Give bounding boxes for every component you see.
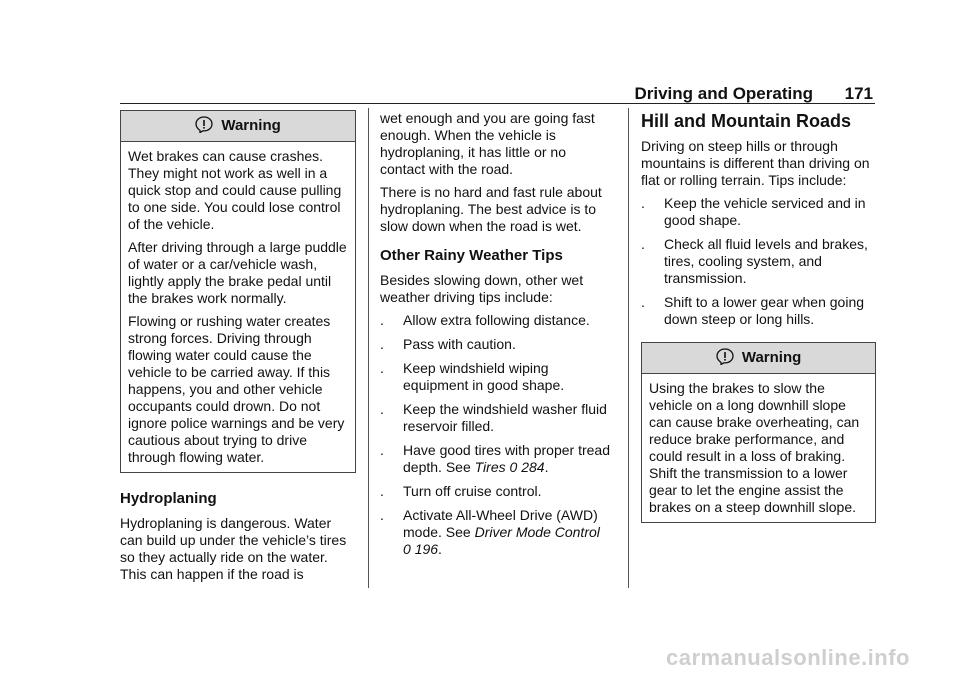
list-item-text: Keep the vehicle serviced and in good shape. <box>664 195 866 228</box>
list-item-text: Activate All-Wheel Drive (AWD) mode. See <box>403 507 598 540</box>
downhill-warning-box <box>641 342 876 523</box>
sentence-end: . <box>438 541 442 557</box>
list-item-text: Keep the windshield washer fluid reservoir filled. <box>403 401 607 434</box>
bullet: . <box>380 507 384 523</box>
list-item <box>380 401 615 435</box>
list-item <box>380 312 615 329</box>
page-number: 171 <box>844 84 873 103</box>
column-2 <box>380 110 615 565</box>
warning-paragraph: After driving through a large puddle of water or a car/vehicle wash, lightly apply the brake pedal until the brakes work normally. <box>128 239 347 306</box>
warning-icon <box>716 348 734 365</box>
reference-page[interactable]: 284 <box>521 459 545 475</box>
list-item <box>641 195 876 229</box>
warning-icon <box>195 116 213 133</box>
rainy-tips-list <box>380 312 615 558</box>
list-item <box>380 360 615 394</box>
header-divider <box>120 103 875 104</box>
column-3 <box>641 110 876 523</box>
hydroplaning-advice: There is no hard and fast rule about hydroplaning. The best advice is to slow down when the road is wet. <box>380 184 602 234</box>
page-ref-glyph: 0 <box>509 459 518 475</box>
column-1 <box>120 110 356 589</box>
rainy-tips-heading: Other Rainy Weather Tips <box>380 247 563 264</box>
bullet: . <box>641 195 645 211</box>
bullet: . <box>380 442 384 458</box>
list-item-text: Have good tires with proper tread depth. See <box>403 442 610 475</box>
warning-paragraph: Using the brakes to slow the vehicle on a long downhill slope can cause brake overheating, can reduce brake performance, and could result in a loss of braking. Shift the transmission to a lower gear to let the engine assist the brakes on a steep downhill slope. <box>649 380 860 515</box>
warning-paragraph: Flowing or rushing water creates strong forces. Driving through flowing water could cause the vehicle to be carried away. If this happens, you and other vehicle occupants could drown. Do not ignore police warnings and be very cautious about trying to drive through flowing water. <box>128 313 345 465</box>
warning-body <box>642 374 875 522</box>
list-item-text: Pass with caution. <box>403 336 516 352</box>
column-divider <box>628 108 629 588</box>
page-header <box>120 84 875 102</box>
hill-mountain-intro: Driving on steep hills or through mountains is different than driving on flat or rolling terrain. Tips include: <box>641 138 870 188</box>
list-item-text: Shift to a lower gear when going down steep or long hills. <box>664 294 865 327</box>
column-divider <box>368 108 369 588</box>
hydroplaning-heading: Hydroplaning <box>120 490 217 507</box>
hydroplaning-text: Hydroplaning is dangerous. Water can build up under the vehicle’s tires so they actually ride on the water. This can happen if the road is <box>120 515 347 582</box>
warning-title: Warning <box>741 349 802 366</box>
sentence-end: . <box>544 459 549 475</box>
warning-header <box>642 343 875 374</box>
warning-title: Warning <box>221 117 281 134</box>
bullet: . <box>380 401 384 417</box>
bullet: . <box>641 236 645 252</box>
list-item-text: Turn off cruise control. <box>403 483 542 499</box>
bullet: . <box>380 336 384 352</box>
reference-page[interactable]: 196 <box>414 541 439 557</box>
list-item <box>380 483 615 500</box>
list-item-text: Check all fluid levels and brakes, tires, cooling system, and transmission. <box>664 236 868 286</box>
tires-reference[interactable] <box>475 459 545 475</box>
list-item <box>380 442 615 476</box>
reference-title[interactable]: Driver Mode Control <box>474 524 600 540</box>
warning-header <box>121 111 355 142</box>
hydroplaning-continuation: wet enough and you are going fast enough. When the vehicle is hydroplaning, it has little or no contact with the road. <box>380 110 595 177</box>
warning-body <box>121 142 355 472</box>
list-item <box>641 294 876 328</box>
hill-mountain-heading: Hill and Mountain Roads <box>641 111 851 131</box>
hill-tips-list <box>641 195 876 328</box>
page-ref-glyph: 0 <box>403 541 411 557</box>
reference-title[interactable]: Tires <box>474 459 506 475</box>
bullet: . <box>380 360 384 376</box>
list-item <box>380 336 615 353</box>
list-item <box>641 236 876 287</box>
section-title: Driving and Operating <box>634 84 813 103</box>
list-item <box>380 507 615 558</box>
warning-paragraph: Wet brakes can cause crashes. They might not work as well in a quick stop and could cause pulling to one side. You could lose control of the vehicle. <box>128 148 342 232</box>
list-item-text: Allow extra following distance. <box>403 312 590 328</box>
list-item-text: Keep windshield wiping equipment in good shape. <box>403 360 565 393</box>
bullet: . <box>380 312 384 328</box>
watermark: carmanualsonline.info <box>666 645 910 670</box>
bullet: . <box>380 483 384 499</box>
bullet: . <box>641 294 645 310</box>
rainy-tips-intro: Besides slowing down, other wet weather driving tips include: <box>380 272 584 305</box>
wet-brakes-warning-box <box>120 110 356 473</box>
